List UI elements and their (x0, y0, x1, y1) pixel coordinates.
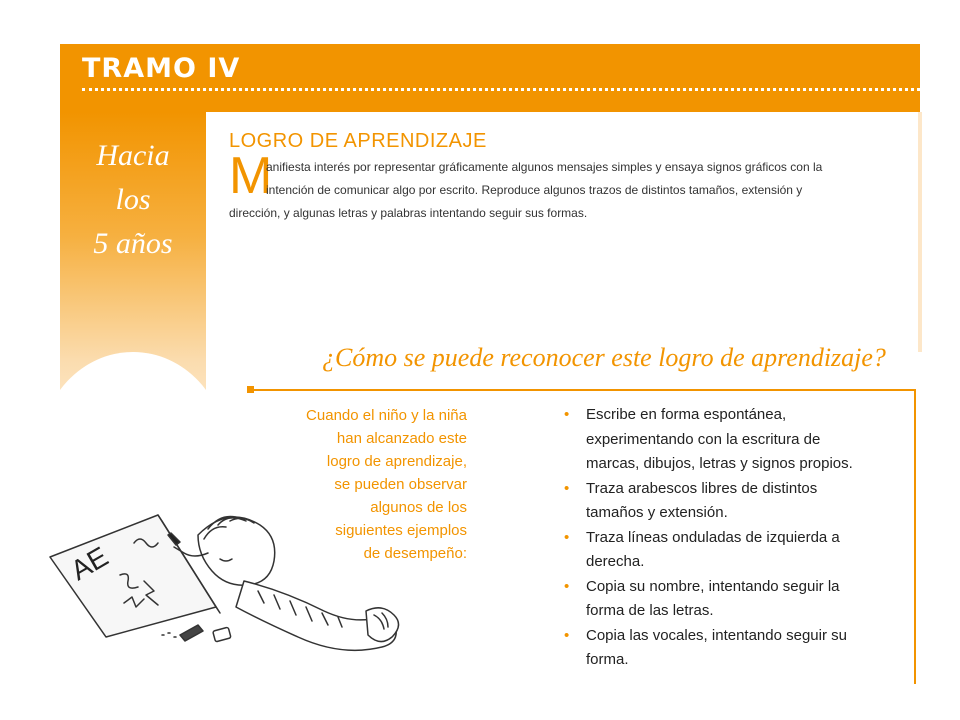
section-title: TRAMO IV (82, 53, 241, 84)
list-item (560, 403, 910, 477)
age-line-2: los (115, 183, 151, 216)
paper-letters: AE (65, 540, 114, 587)
logro-text-line-2: intención de comunicar algo por escrito. Reproduce algunos trazos de distintos tamaños, extensión y (266, 183, 803, 197)
sidebar-arc (60, 352, 206, 422)
dotted-divider (82, 88, 920, 91)
drop-cap: M (229, 147, 273, 205)
age-label (60, 134, 206, 266)
list-item-line: Traza arabescos libres de distintos (586, 479, 818, 497)
list-item (560, 477, 910, 526)
logro-text-line-1: anifiesta interés por representar gráficamente algunos mensajes simples y ensaya signos gráficos con la (266, 160, 823, 174)
pencil (180, 625, 203, 641)
vertical-rule (914, 389, 916, 684)
list-item-line: Escribe en forma espontánea, (586, 406, 787, 423)
list-item (560, 575, 910, 624)
logro-title: LOGRO DE APRENDIZAJE (229, 130, 487, 152)
age-line-1: Hacia (96, 139, 170, 172)
bullet-icon: • (564, 626, 570, 644)
bullet-icon: • (564, 528, 570, 546)
bullet-icon: • (564, 406, 570, 423)
list-item (560, 526, 910, 575)
list-item-line: marcas, dibujos, letras y signos propios. (586, 455, 853, 472)
intro-line: algunos de los (370, 499, 467, 516)
list-item-line: Traza líneas onduladas de izquierda a (586, 528, 840, 546)
intro-line: Cuando el niño y la niña (306, 407, 467, 424)
list-item-line: tamaños y extensión. (586, 504, 728, 521)
list-item (560, 624, 910, 673)
intro-line: logro de aprendizaje, (326, 453, 467, 470)
list-item-line: forma. (586, 651, 629, 668)
bullet-icon: • (564, 577, 570, 595)
intro-line: siguientes ejemplos (335, 522, 467, 539)
intro-line: han alcanzado este (336, 430, 467, 447)
intro-line: se pueden observar (334, 476, 467, 493)
examples-list (560, 403, 910, 673)
age-line-3: 5 años (93, 227, 173, 260)
right-edge-strip (918, 112, 922, 352)
list-item-line: experimentando con la escritura de (586, 430, 821, 448)
crumbs (162, 633, 176, 637)
child-drawing-illustration (48, 495, 408, 655)
list-item-line: Copia su nombre, intentando seguir la (586, 577, 840, 595)
eraser (213, 627, 231, 642)
section-header (60, 44, 920, 112)
list-item-line: derecha. (586, 553, 645, 570)
question-heading: ¿Cómo se puede reconocer este logro de aprendizaje? (322, 343, 886, 372)
list-item-line: forma de las letras. (586, 602, 714, 619)
age-sidebar (60, 112, 206, 422)
list-item-line: Copia las vocales, intentando seguir su (586, 626, 847, 644)
horizontal-rule (250, 389, 916, 391)
logro-text-line-3: dirección, y algunas letras y palabras intentando seguir sus formas. (229, 206, 588, 220)
bullet-icon: • (564, 479, 570, 497)
intro-line: de desempeño: (363, 545, 467, 562)
